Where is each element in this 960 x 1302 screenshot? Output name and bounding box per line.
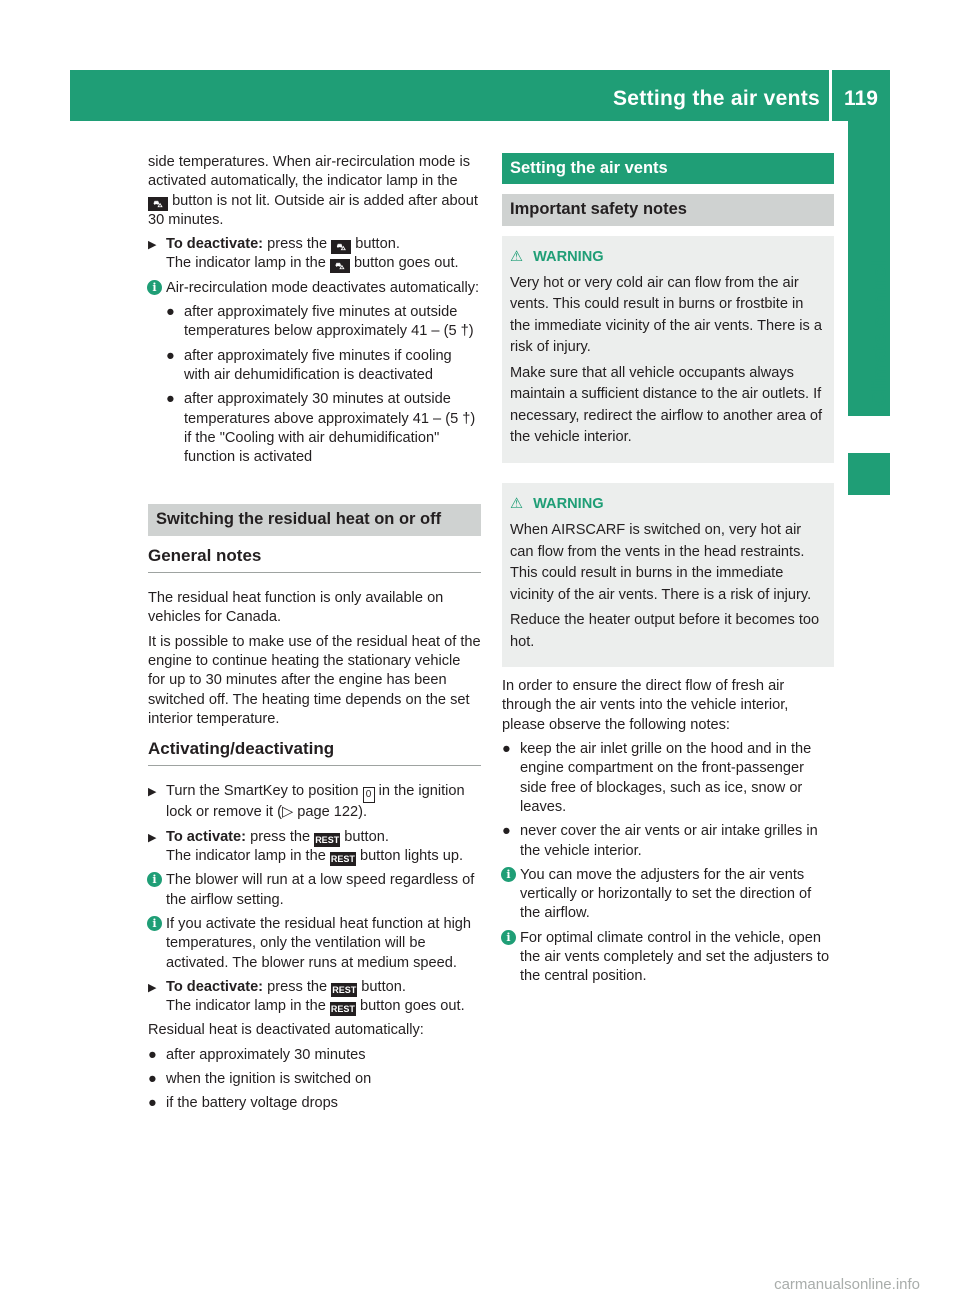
page-title: Setting the air vents xyxy=(612,87,820,110)
warning-box: ⚠ WARNING Very hot or very cold air can flow from the air vents. This could result in burns or frostbite in the immediate vicinity of the air vents. There is a risk of injury. Make sure that all vehicle occupants always maintain a sufficient distance to the air outlets. If necessary, redirect the airflow to another area of the vehicle interior. xyxy=(502,236,834,463)
recirculation-icon: ⛍ xyxy=(331,240,351,254)
rest-button-icon: REST xyxy=(330,854,355,865)
warning-triangle-icon: ⚠ xyxy=(510,248,524,265)
list-item: ● after approximately five minutes if cooling with air dehumidification is deactivated xyxy=(166,347,452,383)
step-item: ▶ To deactivate: press the ⛍ button. The indicator lamp in the ⛍ button goes out. xyxy=(148,236,459,272)
arrow-icon: ▶ xyxy=(148,239,157,252)
paragraph: side temperatures. When air-recirculation mode is activated automatically, the indicator lamp in the ⛍ button is not lit. Outside air is added after about 30 minutes. xyxy=(148,154,478,228)
paragraph: Residual heat is deactivated automatically: xyxy=(148,1022,424,1039)
info-note: i You can move the adjusters for the air vents vertically or horizontally to set the direction of the airflow. xyxy=(502,866,834,924)
list-item: ● when the ignition is switched on xyxy=(148,1070,372,1087)
warning-triangle-icon: ⚠ xyxy=(510,495,524,512)
list-item: ● keep the air inlet grille on the hood and in the engine compartment on the front-passenger side free of blockages, such as ice, snow or leaves. xyxy=(502,741,812,815)
step-item: ▶ To activate: press the REST button. The indicator lamp in the REST button lights up. xyxy=(148,828,463,865)
right-column xyxy=(502,153,834,992)
info-note: i The blower will run at a low speed regardless of the airflow setting. xyxy=(148,871,481,910)
watermark: carmanualsonline.info xyxy=(774,1276,920,1293)
list-item: ● if the battery voltage drops xyxy=(148,1095,338,1112)
section-heading: Switching the residual heat on or off xyxy=(148,504,481,535)
list-item: ● never cover the air vents or air intake grilles in the vehicle interior. xyxy=(502,823,818,859)
list-item: ● after approximately 30 minutes at outside temperatures above approximately 41 ‒ (5 †) if the "Cooling with air dehumidification" function is activated xyxy=(166,391,476,466)
rest-button-icon: REST xyxy=(315,834,340,845)
step-item: ▶ Turn the SmartKey to position 0 in the ignition lock or remove it (▷ page 122). xyxy=(148,783,465,821)
subheading: General notes xyxy=(148,546,481,573)
left-column xyxy=(148,153,481,1119)
info-note: i Air-recirculation mode deactivates automatically: xyxy=(148,279,481,298)
step-item: ▶ To deactivate: press the REST button. The indicator lamp in the REST button goes out. xyxy=(148,978,465,1015)
subsection-heading: Important safety notes xyxy=(502,194,834,225)
paragraph: In order to ensure the direct flow of fresh air through the air vents into the vehicle interior, please observe the following notes: xyxy=(502,678,789,733)
info-icon: i xyxy=(147,916,162,931)
info-icon: i xyxy=(501,867,516,882)
section-heading: Setting the air vents xyxy=(502,153,834,184)
info-icon: i xyxy=(147,872,162,887)
subheading: Activating/deactivating xyxy=(148,739,481,766)
key-position-icon: 0 xyxy=(363,787,375,803)
rest-button-icon: REST xyxy=(330,1004,355,1015)
paragraph: The residual heat function is only available on vehicles for Canada. xyxy=(148,590,444,626)
chapter-tab xyxy=(848,453,890,495)
info-icon: i xyxy=(147,280,162,295)
paragraph: It is possible to make use of the residual heat of the engine to continue heating the stationary vehicle for up to 30 minutes after the engine has been switched off. The heating time depends on the set interior temperature. xyxy=(148,633,481,727)
info-note: i If you activate the residual heat function at high temperatures, only the ventilation will be activated. The blower runs at medium speed. xyxy=(148,915,481,973)
arrow-icon: ▶ xyxy=(148,831,157,844)
warning-box: ⚠ WARNING When AIRSCARF is switched on, very hot air can flow from the vents in the head restraints. This could result in burns in the immediate vicinity of the air vents. There is a risk of injury. Reduce the heater output before it becomes too hot. xyxy=(502,483,834,667)
list-item: ● after approximately five minutes at outside temperatures below approximately 41 ‒ (5 †) xyxy=(166,304,474,340)
info-icon: i xyxy=(501,930,516,945)
chapter-label: Climate control xyxy=(869,260,891,406)
rest-button-icon: REST xyxy=(332,984,357,995)
page-number: 119 xyxy=(844,87,878,110)
recirculation-icon: ⛍ xyxy=(148,197,168,211)
info-note: i For optimal climate control in the vehicle, open the air vents completely and set the adjusters to the central position. xyxy=(502,929,834,987)
arrow-icon: ▶ xyxy=(148,786,157,799)
arrow-icon: ▶ xyxy=(148,981,157,994)
list-item: ● after approximately 30 minutes xyxy=(148,1046,366,1063)
recirculation-icon: ⛍ xyxy=(330,259,350,273)
